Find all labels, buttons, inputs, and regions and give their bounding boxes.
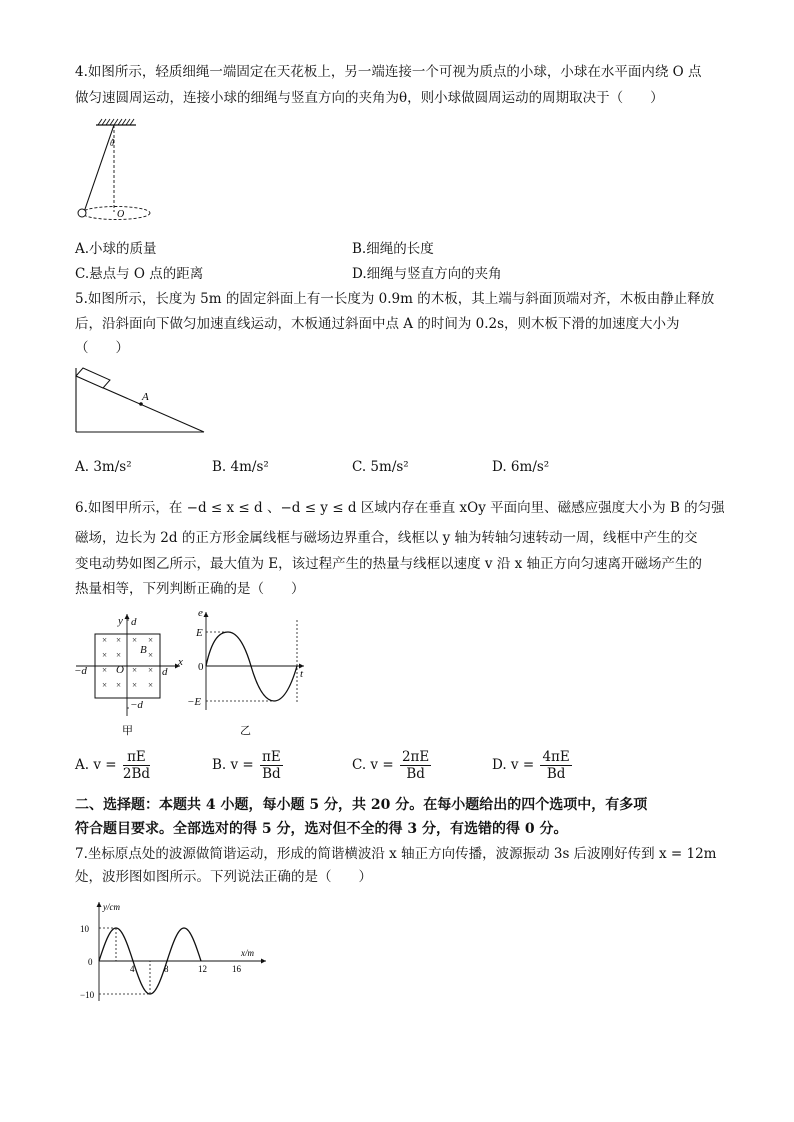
q6-option-d-denominator: Bd [546,766,566,782]
q5-text-line1: 5.如图所示，长度为 5m 的固定斜面上有一长度为 0.9m 的木板，其上端与斜面顶端对齐，木板由静止释放 [75,291,715,307]
q4-option-c[interactable]: C.悬点与 O 点的距离 [75,266,204,282]
q4-text-line1: 4.如图所示，轻质细绳一端固定在天花板上，另一端连接一个可视为质点的小球，小球在水平面内绕 O 点 [75,64,702,80]
cross-mark: × [132,635,138,645]
q6-text-line3: 变电动势如图乙所示，最大值为 E，该过程产生的热量与线框以速度 v 沿 x 轴正方向匀速离开磁场产生的 [75,556,703,572]
q7-y-tick-label: −10 [80,990,95,1000]
q6-emax-label: E [196,627,203,639]
q7-y-axis-label: y/cm [103,902,120,912]
cross-mark: × [148,680,154,690]
q6-text-line1: 6.如图甲所示，在 −d ≤ x ≤ d 、−d ≤ y ≤ d 区域内存在垂直 xOy 平面向里、磁感应强度大小为 B 的匀强 [75,500,725,516]
q7-x-axis-label: x/m [241,948,254,958]
cross-mark: × [148,635,154,645]
q6-option-c-fraction [400,749,431,782]
q6-origin-label: O [116,664,124,676]
cross-mark: × [132,665,138,675]
q7-text-line1: 7.坐标原点处的波源做简谐运动，形成的简谐横波沿 x 轴正方向传播，波源振动 3s 后波刚好传到 x = 12m [75,846,717,862]
q6-option-c-numerator: 2πE [401,749,430,765]
q4-option-a[interactable]: A.小球的质量 [75,241,157,257]
q6-option-a-denominator: 2Bd [122,766,151,782]
q5-option-a[interactable]: A. 3m/s² [75,459,132,475]
q4-text-line2: 做匀速圆周运动，连接小球的细绳与竖直方向的夹角为θ，则小球做圆周运动的周期取决于（ ） [75,90,664,106]
q6-option-d-numerator: 4πE [542,749,570,765]
q6-t-axis-label: t [300,668,304,680]
q7-x-tick-label: 8 [164,964,169,974]
cross-mark: × [148,665,154,675]
cross-mark: × [148,650,154,660]
q4-conical-pendulum-figure [74,118,164,223]
q6-e-axis-label: e [198,607,203,619]
q6-option-b[interactable] [212,749,283,782]
q6-option-a-numerator: πE [123,749,150,766]
q6-option-c-denominator: Bd [406,766,425,782]
cross-mark: × [102,665,108,675]
q6-figure-jia-magnetic-field [72,608,187,738]
q6-neg-d-left-label: −d [74,665,87,677]
q5-point-a-label: A [142,391,149,403]
section2-heading-line2: 符合题目要求。全部选对的得 5 分，选对但不全的得 3 分，有选错的得 0 分。 [75,821,568,837]
q6-option-a-prefix: A. v = [75,757,117,773]
q6-figure-yi-caption: 乙 [240,725,251,737]
q4-theta-label: θ [110,139,114,148]
q6-neg-emax-label: −E [187,696,202,708]
q6-text-line2: 磁场，边长为 2d 的正方形金属线框与磁场边界重合，线框以 y 轴为转轴匀速转动一周，线框中产生的交 [75,530,698,546]
q6-option-c-prefix: C. v = [352,757,394,773]
cross-mark: × [116,650,122,660]
q6-zero-label: 0 [198,661,204,673]
q5-text-line3: （ ） [75,340,129,356]
q5-option-d[interactable]: D. 6m/s² [492,459,550,475]
q6-option-a[interactable] [75,749,150,782]
q6-option-d-prefix: D. v = [492,757,535,773]
cross-mark: × [116,680,122,690]
q6-figure-jia-caption: 甲 [122,725,133,737]
cross-mark: × [116,635,122,645]
q5-option-b[interactable]: B. 4m/s² [212,459,269,475]
q6-option-b-denominator: Bd [262,766,281,782]
q6-y-axis-label: y [118,615,123,627]
q6-option-b-fraction [260,749,283,782]
q6-option-d-fraction [540,749,571,782]
q7-text-line2: 处，波形图如图所示。下列说法正确的是（ ） [75,869,372,885]
q6-d-top-label: d [131,616,137,628]
q7-x-tick-label: 4 [130,964,135,974]
q6-option-b-prefix: B. v = [212,757,254,773]
q7-x-tick-label: 16 [232,964,241,974]
q6-text-line4: 热量相等，下列判断正确的是（ ） [75,581,305,597]
q7-x-tick-label: 12 [198,964,207,974]
q5-text-line2: 后，沿斜面向下做匀加速直线运动，木板通过斜面中点 A 的时间为 0.2s，则木板下滑的加速度大小为 [75,316,680,332]
cross-mark: × [102,635,108,645]
q5-incline-figure [74,364,209,436]
q6-option-b-numerator: πE [262,749,281,765]
q6-b-field-label: B [140,644,147,656]
q6-option-c[interactable] [352,749,431,782]
q7-y-tick-label: 0 [88,957,93,967]
q6-neg-d-bottom-label: −d [130,699,143,711]
q5-option-c[interactable]: C. 5m/s² [352,459,409,475]
q6-option-a-fraction [123,749,150,782]
q6-x-axis-label: x [178,656,183,668]
q4-o-label: O [117,209,125,220]
q6-d-right-label: d [162,666,168,678]
q7-wave-chart [70,898,270,1003]
q7-y-tick-label: 10 [80,924,89,934]
q4-option-d[interactable]: D.细绳与竖直方向的夹角 [352,266,502,282]
cross-mark: × [102,650,108,660]
q6-figure-yi-emf-graph [186,608,311,738]
cross-mark: × [102,680,108,690]
cross-mark: × [132,680,138,690]
section2-heading-line1: 二、选择题：本题共 4 小题，每小题 5 分，共 20 分。在每小题给出的四个选项中，有多项 [75,797,648,813]
q6-option-d[interactable] [492,749,572,782]
q4-option-b[interactable]: B.细绳的长度 [352,241,434,257]
